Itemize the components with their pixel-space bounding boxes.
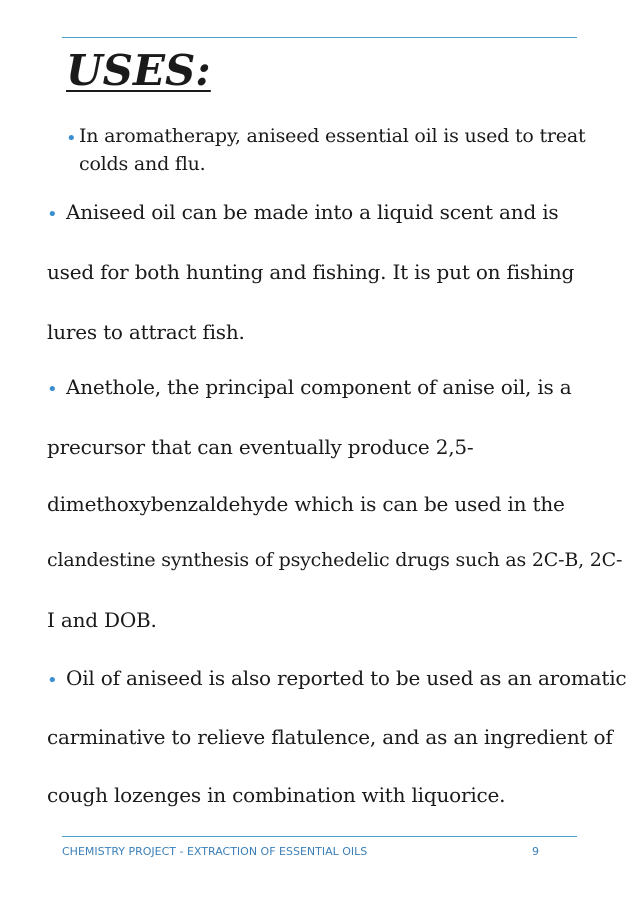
bullet-icon: •: [47, 379, 58, 400]
item-1-line-3: lures to attract fish.: [47, 320, 245, 344]
page-heading: USES:: [66, 46, 211, 95]
item-3-line-2: carminative to relieve flatulence, and as an ingredient of: [47, 725, 613, 749]
header-rule: [62, 37, 577, 38]
item-1-line-1: Aniseed oil can be made into a liquid scent and is: [66, 200, 559, 224]
item-2-line-1: Anethole, the principal component of anise oil, is a: [66, 375, 572, 399]
bullet-icon: •: [66, 128, 77, 149]
intro-line-2: colds and flu.: [79, 153, 206, 175]
item-2-line-5: I and DOB.: [47, 608, 157, 632]
item-3-line-1: Oil of aniseed is also reported to be used as an aromatic: [66, 666, 627, 690]
bullet-icon: •: [47, 204, 58, 225]
footer-rule: [62, 836, 577, 837]
intro-line-1: In aromatherapy, aniseed essential oil is used to treat: [79, 125, 586, 147]
item-2-line-3: dimethoxybenzaldehyde which is can be used in the: [47, 492, 565, 516]
item-2-line-2: precursor that can eventually produce 2,5-: [47, 435, 474, 459]
bullet-icon: •: [47, 670, 58, 691]
page-number: 9: [532, 845, 539, 858]
footer-title: CHEMISTRY PROJECT - EXTRACTION OF ESSENTIAL OILS: [62, 845, 368, 858]
item-2-line-4: clandestine synthesis of psychedelic drugs such as 2C-B, 2C-: [47, 549, 623, 571]
item-3-line-3: cough lozenges in combination with liquorice.: [47, 783, 506, 807]
item-1-line-2: used for both hunting and fishing. It is put on fishing: [47, 260, 575, 284]
